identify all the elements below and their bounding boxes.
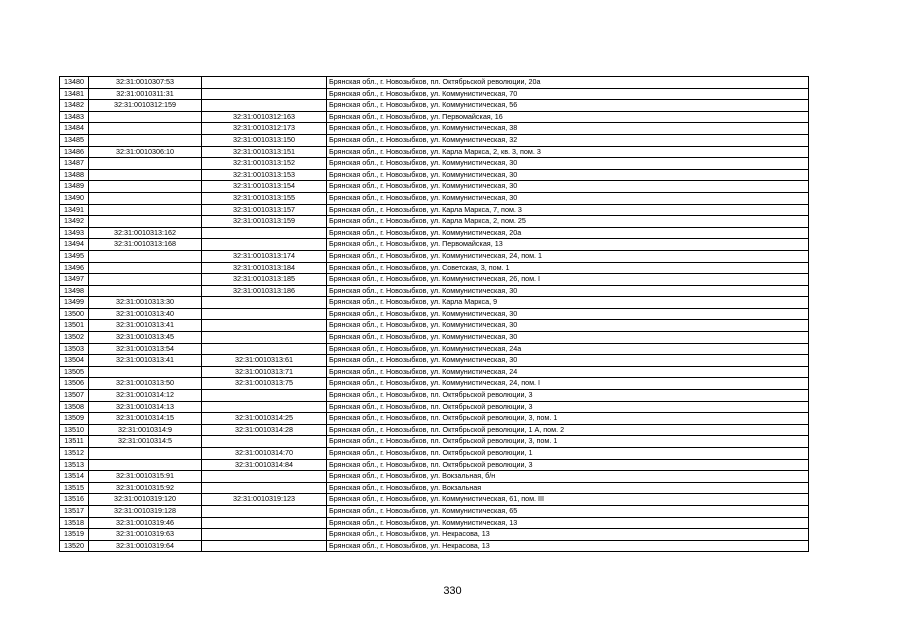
cadastral-number-cell: 32:31:0010314:15: [89, 413, 202, 425]
address-cell: Брянская обл., г. Новозыбков, пл. Октябрьской революции, 3: [327, 401, 809, 413]
building-cadastral-number-cell: 32:31:0010319:123: [202, 494, 327, 506]
building-cadastral-number-cell: [202, 88, 327, 100]
table-row: [60, 285, 809, 297]
building-cadastral-number-cell: 32:31:0010314:70: [202, 448, 327, 460]
table-row: [60, 540, 809, 552]
row-number-cell: 13519: [60, 529, 89, 541]
building-cadastral-number-cell: [202, 297, 327, 309]
address-cell: Брянская обл., г. Новозыбков, ул. Коммунистическая, 32: [327, 134, 809, 146]
address-cell: Брянская обл., г. Новозыбков, ул. Коммунистическая, 30: [327, 332, 809, 344]
cadastral-number-cell: [89, 192, 202, 204]
address-cell: Брянская обл., г. Новозыбков, пл. Октябрьской революции, 1 А, пом. 2: [327, 424, 809, 436]
cadastral-number-cell: 32:31:0010312:159: [89, 100, 202, 112]
row-number-cell: 13498: [60, 285, 89, 297]
address-cell: Брянская обл., г. Новозыбков, ул. Коммунистическая, 65: [327, 505, 809, 517]
table-row: [60, 517, 809, 529]
cadastral-number-cell: 32:31:0010313:30: [89, 297, 202, 309]
building-cadastral-number-cell: [202, 227, 327, 239]
row-number-cell: 13503: [60, 343, 89, 355]
row-number-cell: 13504: [60, 355, 89, 367]
address-cell: Брянская обл., г. Новозыбков, ул. Коммунистическая, 30: [327, 181, 809, 193]
table-row: [60, 262, 809, 274]
building-cadastral-number-cell: 32:31:0010313:151: [202, 146, 327, 158]
row-number-cell: 13500: [60, 308, 89, 320]
cadastral-number-cell: 32:31:0010314:5: [89, 436, 202, 448]
row-number-cell: 13485: [60, 134, 89, 146]
table-row: [60, 297, 809, 309]
address-cell: Брянская обл., г. Новозыбков, ул. Коммунистическая, 30: [327, 192, 809, 204]
cadastral-number-cell: [89, 158, 202, 170]
table-row: [60, 459, 809, 471]
cadastral-number-cell: 32:31:0010315:92: [89, 482, 202, 494]
row-number-cell: 13497: [60, 274, 89, 286]
address-cell: Брянская обл., г. Новозыбков, ул. Коммунистическая, 70: [327, 88, 809, 100]
address-cell: Брянская обл., г. Новозыбков, ул. Некрасова, 13: [327, 540, 809, 552]
address-cell: Брянская обл., г. Новозыбков, ул. Карла Маркса, 9: [327, 297, 809, 309]
table-row: [60, 471, 809, 483]
building-cadastral-number-cell: 32:31:0010313:159: [202, 216, 327, 228]
building-cadastral-number-cell: [202, 320, 327, 332]
cadastral-number-cell: 32:31:0010313:40: [89, 308, 202, 320]
address-cell: Брянская обл., г. Новозыбков, пл. Октябрьской революции, 20а: [327, 77, 809, 89]
cadastral-number-cell: [89, 448, 202, 460]
building-cadastral-number-cell: [202, 540, 327, 552]
cadastral-number-cell: [89, 216, 202, 228]
table-row: [60, 88, 809, 100]
table-row: [60, 192, 809, 204]
cadastral-number-cell: 32:31:0010314:9: [89, 424, 202, 436]
row-number-cell: 13488: [60, 169, 89, 181]
cadastral-number-cell: [89, 262, 202, 274]
address-cell: Брянская обл., г. Новозыбков, ул. Некрасова, 13: [327, 529, 809, 541]
row-number-cell: 13484: [60, 123, 89, 135]
building-cadastral-number-cell: 32:31:0010313:174: [202, 250, 327, 262]
row-number-cell: 13480: [60, 77, 89, 89]
cadastral-number-cell: 32:31:0010313:41: [89, 355, 202, 367]
cadastral-number-cell: [89, 181, 202, 193]
row-number-cell: 13505: [60, 366, 89, 378]
cadastral-number-cell: 32:31:0010313:168: [89, 239, 202, 251]
building-cadastral-number-cell: [202, 436, 327, 448]
row-number-cell: 13513: [60, 459, 89, 471]
row-number-cell: 13482: [60, 100, 89, 112]
row-number-cell: 13509: [60, 413, 89, 425]
table-row: [60, 355, 809, 367]
address-cell: Брянская обл., г. Новозыбков, ул. Коммунистическая, 30: [327, 158, 809, 170]
row-number-cell: 13491: [60, 204, 89, 216]
row-number-cell: 13481: [60, 88, 89, 100]
table-row: [60, 366, 809, 378]
address-cell: Брянская обл., г. Новозыбков, ул. Коммунистическая, 30: [327, 308, 809, 320]
building-cadastral-number-cell: 32:31:0010313:75: [202, 378, 327, 390]
cadastral-number-cell: 32:31:0010313:54: [89, 343, 202, 355]
row-number-cell: 13487: [60, 158, 89, 170]
building-cadastral-number-cell: [202, 77, 327, 89]
row-number-cell: 13520: [60, 540, 89, 552]
table-row: [60, 378, 809, 390]
table-row: [60, 424, 809, 436]
table-row: [60, 343, 809, 355]
building-cadastral-number-cell: 32:31:0010313:185: [202, 274, 327, 286]
row-number-cell: 13518: [60, 517, 89, 529]
page-number: 330: [443, 585, 462, 597]
cadastral-number-cell: 32:31:0010315:91: [89, 471, 202, 483]
address-cell: Брянская обл., г. Новозыбков, ул. Коммунистическая, 24: [327, 366, 809, 378]
building-cadastral-number-cell: [202, 517, 327, 529]
address-cell: Брянская обл., г. Новозыбков, ул. Коммунистическая, 30: [327, 320, 809, 332]
address-cell: Брянская обл., г. Новозыбков, ул. Карла Маркса, 7, пом. 3: [327, 204, 809, 216]
building-cadastral-number-cell: [202, 343, 327, 355]
cadastral-number-cell: 32:31:0010313:45: [89, 332, 202, 344]
table-row: [60, 181, 809, 193]
address-cell: Брянская обл., г. Новозыбков, ул. Вокзальная, б/н: [327, 471, 809, 483]
building-cadastral-number-cell: [202, 100, 327, 112]
building-cadastral-number-cell: [202, 401, 327, 413]
building-cadastral-number-cell: 32:31:0010313:154: [202, 181, 327, 193]
cadastral-number-cell: 32:31:0010314:12: [89, 390, 202, 402]
row-number-cell: 13501: [60, 320, 89, 332]
cadastral-number-cell: 32:31:0010307:53: [89, 77, 202, 89]
table-row: [60, 320, 809, 332]
row-number-cell: 13492: [60, 216, 89, 228]
row-number-cell: 13512: [60, 448, 89, 460]
address-cell: Брянская обл., г. Новозыбков, ул. Коммунистическая, 24, пом. 1: [327, 250, 809, 262]
cadastral-number-cell: [89, 134, 202, 146]
building-cadastral-number-cell: [202, 505, 327, 517]
row-number-cell: 13495: [60, 250, 89, 262]
row-number-cell: 13506: [60, 378, 89, 390]
cadastral-number-cell: 32:31:0010319:46: [89, 517, 202, 529]
table-row: [60, 494, 809, 506]
cadastral-number-cell: [89, 111, 202, 123]
cadastral-number-cell: 32:31:0010319:128: [89, 505, 202, 517]
table-row: [60, 77, 809, 89]
records-table: [59, 76, 809, 552]
row-number-cell: 13511: [60, 436, 89, 448]
table-row: [60, 332, 809, 344]
cadastral-number-cell: 32:31:0010313:50: [89, 378, 202, 390]
records-table-body: [60, 77, 809, 552]
address-cell: Брянская обл., г. Новозыбков, ул. Коммунистическая, 24, пом. I: [327, 378, 809, 390]
row-number-cell: 13499: [60, 297, 89, 309]
cadastral-number-cell: [89, 459, 202, 471]
building-cadastral-number-cell: 32:31:0010313:71: [202, 366, 327, 378]
address-cell: Брянская обл., г. Новозыбков, ул. Коммунистическая, 20а: [327, 227, 809, 239]
cadastral-number-cell: 32:31:0010313:162: [89, 227, 202, 239]
building-cadastral-number-cell: [202, 471, 327, 483]
address-cell: Брянская обл., г. Новозыбков, пл. Октябрьской революции, 1: [327, 448, 809, 460]
building-cadastral-number-cell: [202, 482, 327, 494]
row-number-cell: 13494: [60, 239, 89, 251]
table-row: [60, 158, 809, 170]
table-row: [60, 274, 809, 286]
table-row: [60, 204, 809, 216]
table-row: [60, 227, 809, 239]
table-row: [60, 239, 809, 251]
row-number-cell: 13489: [60, 181, 89, 193]
address-cell: Брянская обл., г. Новозыбков, ул. Коммунистическая, 38: [327, 123, 809, 135]
table-row: [60, 308, 809, 320]
table-row: [60, 123, 809, 135]
building-cadastral-number-cell: 32:31:0010313:157: [202, 204, 327, 216]
cadastral-number-cell: [89, 285, 202, 297]
cadastral-number-cell: 32:31:0010319:63: [89, 529, 202, 541]
table-row: [60, 111, 809, 123]
address-cell: Брянская обл., г. Новозыбков, ул. Коммунистическая, 26, пом. I: [327, 274, 809, 286]
row-number-cell: 13483: [60, 111, 89, 123]
address-cell: Брянская обл., г. Новозыбков, ул. Коммунистическая, 24а: [327, 343, 809, 355]
row-number-cell: 13516: [60, 494, 89, 506]
building-cadastral-number-cell: 32:31:0010313:155: [202, 192, 327, 204]
building-cadastral-number-cell: [202, 390, 327, 402]
address-cell: Брянская обл., г. Новозыбков, пл. Октябрьской революции, 3: [327, 459, 809, 471]
cadastral-number-cell: 32:31:0010319:120: [89, 494, 202, 506]
row-number-cell: 13507: [60, 390, 89, 402]
address-cell: Брянская обл., г. Новозыбков, ул. Коммунистическая, 56: [327, 100, 809, 112]
table-row: [60, 216, 809, 228]
table-row: [60, 413, 809, 425]
building-cadastral-number-cell: 32:31:0010314:84: [202, 459, 327, 471]
table-row: [60, 505, 809, 517]
building-cadastral-number-cell: [202, 239, 327, 251]
row-number-cell: 13515: [60, 482, 89, 494]
row-number-cell: 13514: [60, 471, 89, 483]
cadastral-number-cell: [89, 169, 202, 181]
table-row: [60, 169, 809, 181]
row-number-cell: 13508: [60, 401, 89, 413]
building-cadastral-number-cell: [202, 529, 327, 541]
row-number-cell: 13496: [60, 262, 89, 274]
address-cell: Брянская обл., г. Новозыбков, пл. Октябрьской революции, 3, пом. 1: [327, 436, 809, 448]
address-cell: Брянская обл., г. Новозыбков, ул. Коммунистическая, 30: [327, 355, 809, 367]
table-row: [60, 390, 809, 402]
building-cadastral-number-cell: 32:31:0010314:25: [202, 413, 327, 425]
row-number-cell: 13486: [60, 146, 89, 158]
row-number-cell: 13517: [60, 505, 89, 517]
address-cell: Брянская обл., г. Новозыбков, ул. Коммунистическая, 30: [327, 169, 809, 181]
building-cadastral-number-cell: 32:31:0010313:184: [202, 262, 327, 274]
address-cell: Брянская обл., г. Новозыбков, ул. Коммунистическая, 13: [327, 517, 809, 529]
table-row: [60, 448, 809, 460]
cadastral-number-cell: 32:31:0010311:31: [89, 88, 202, 100]
table-row: [60, 436, 809, 448]
address-cell: Брянская обл., г. Новозыбков, ул. Вокзальная: [327, 482, 809, 494]
cadastral-number-cell: 32:31:0010313:41: [89, 320, 202, 332]
table-row: [60, 529, 809, 541]
cadastral-number-cell: 32:31:0010314:13: [89, 401, 202, 413]
address-cell: Брянская обл., г. Новозыбков, ул. Первомайская, 13: [327, 239, 809, 251]
address-cell: Брянская обл., г. Новозыбков, ул. Коммунистическая, 61, пом. III: [327, 494, 809, 506]
building-cadastral-number-cell: [202, 308, 327, 320]
building-cadastral-number-cell: [202, 332, 327, 344]
table-row: [60, 146, 809, 158]
building-cadastral-number-cell: 32:31:0010314:28: [202, 424, 327, 436]
building-cadastral-number-cell: 32:31:0010312:163: [202, 111, 327, 123]
building-cadastral-number-cell: 32:31:0010313:150: [202, 134, 327, 146]
address-cell: Брянская обл., г. Новозыбков, ул. Карла Маркса, 2, кв. 3, пом. 3: [327, 146, 809, 158]
address-cell: Брянская обл., г. Новозыбков, пл. Октябрьской революции, 3: [327, 390, 809, 402]
address-cell: Брянская обл., г. Новозыбков, пл. Октябрьской революции, 3, пом. 1: [327, 413, 809, 425]
row-number-cell: 13502: [60, 332, 89, 344]
address-cell: Брянская обл., г. Новозыбков, ул. Первомайская, 16: [327, 111, 809, 123]
building-cadastral-number-cell: 32:31:0010313:152: [202, 158, 327, 170]
cadastral-number-cell: [89, 123, 202, 135]
cadastral-number-cell: [89, 274, 202, 286]
cadastral-number-cell: [89, 204, 202, 216]
table-row: [60, 482, 809, 494]
cadastral-number-cell: [89, 366, 202, 378]
row-number-cell: 13490: [60, 192, 89, 204]
row-number-cell: 13493: [60, 227, 89, 239]
table-row: [60, 100, 809, 112]
building-cadastral-number-cell: 32:31:0010313:153: [202, 169, 327, 181]
table-row: [60, 134, 809, 146]
cadastral-number-cell: [89, 250, 202, 262]
building-cadastral-number-cell: 32:31:0010312:173: [202, 123, 327, 135]
row-number-cell: 13510: [60, 424, 89, 436]
address-cell: Брянская обл., г. Новозыбков, ул. Советская, 3, пом. 1: [327, 262, 809, 274]
address-cell: Брянская обл., г. Новозыбков, ул. Карла Маркса, 2, пом. 25: [327, 216, 809, 228]
address-cell: Брянская обл., г. Новозыбков, ул. Коммунистическая, 30: [327, 285, 809, 297]
table-row: [60, 401, 809, 413]
cadastral-number-cell: 32:31:0010319:64: [89, 540, 202, 552]
cadastral-number-cell: 32:31:0010306:10: [89, 146, 202, 158]
building-cadastral-number-cell: 32:31:0010313:186: [202, 285, 327, 297]
table-row: [60, 250, 809, 262]
building-cadastral-number-cell: 32:31:0010313:61: [202, 355, 327, 367]
